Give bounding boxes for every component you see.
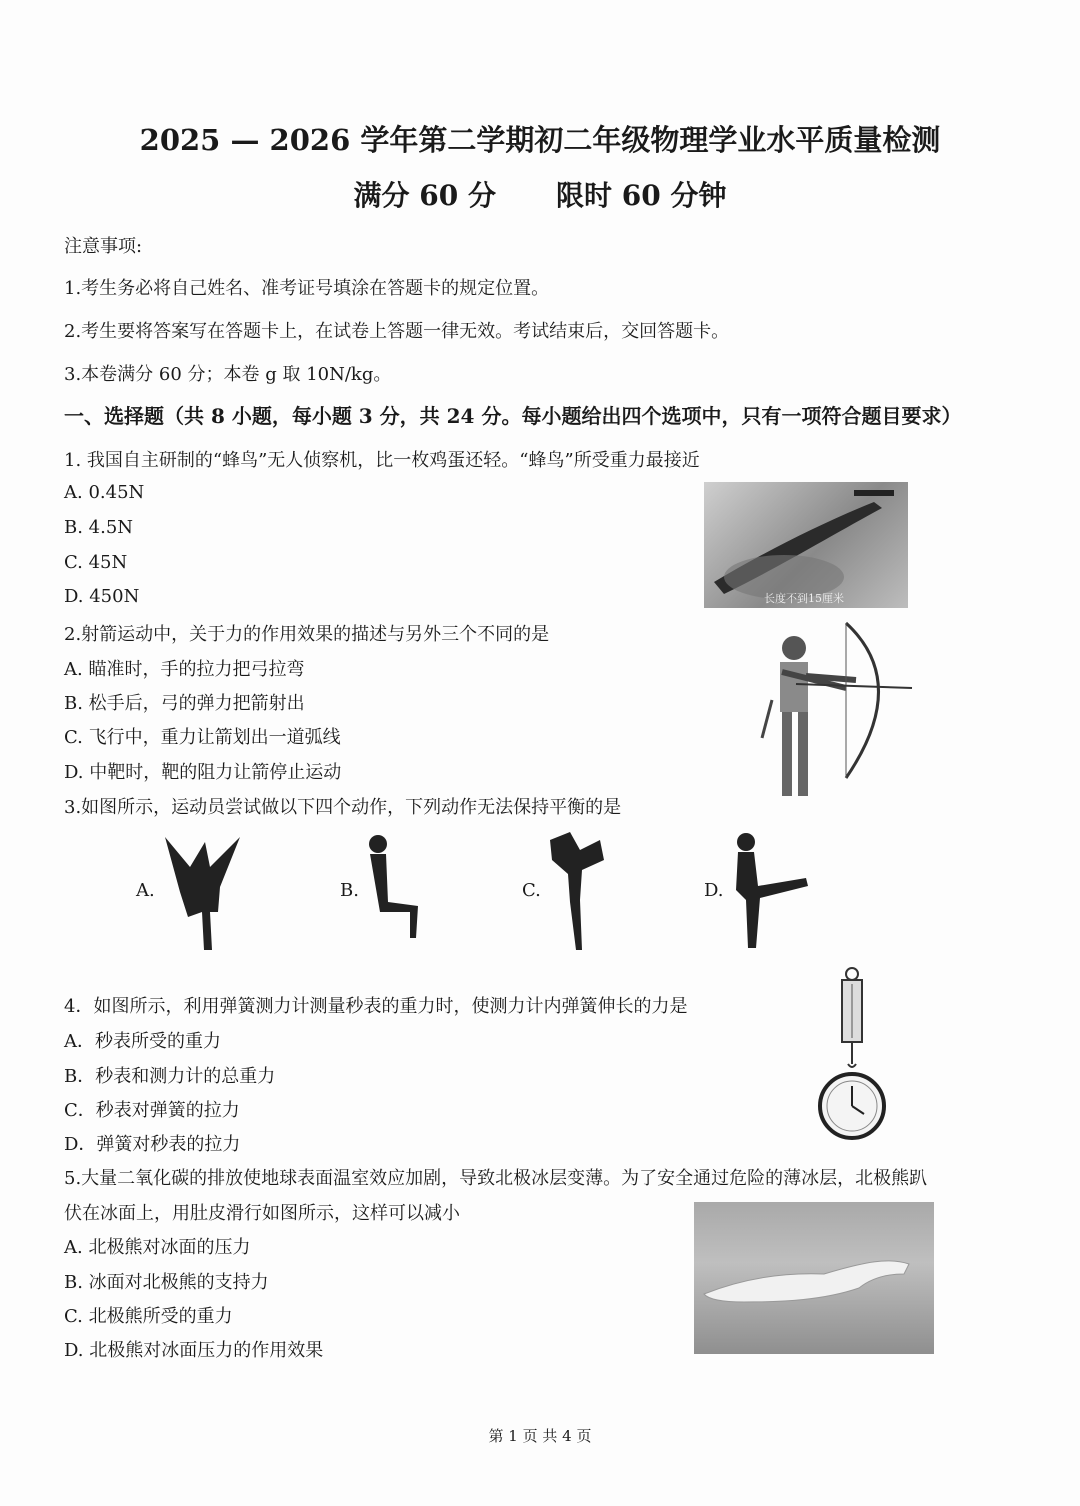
question-stem: 5.大量二氧化碳的排放使地球表面温室效应加剧，导致北极冰层变薄。为了安全通过危险的薄冰层，北极熊趴 [64, 1168, 928, 1189]
drone-photo [704, 482, 908, 608]
question-stem: 4．如图所示，利用弹簧测力计测量秒表的重力时，使测力计内弹簧伸长的力是 [64, 996, 688, 1017]
option: C. 45N [64, 552, 128, 573]
archer-figure [736, 618, 916, 804]
polar-bear-photo [694, 1202, 934, 1354]
pose-a-silhouette [160, 832, 250, 952]
option: B．秒表和测力计的总重力 [64, 1066, 276, 1087]
option: B. 冰面对北极熊的支持力 [64, 1272, 269, 1293]
figure-label: B. [340, 880, 359, 901]
exam-subtitle [0, 174, 1080, 214]
option: D. 北极熊对冰面压力的作用效果 [64, 1340, 324, 1361]
polar-bear-icon [694, 1202, 934, 1354]
spring-scale-stopwatch [812, 966, 892, 1146]
option: B. 松手后，弓的弹力把箭射出 [64, 693, 305, 714]
option: D．弹簧对秒表的拉力 [64, 1134, 241, 1155]
notice-heading: 注意事项: [64, 236, 143, 257]
section-heading: 一、选择题（共 8 小题，每小题 3 分，共 24 分。每小题给出四个选项中，只有一项符合题目要求） [64, 404, 962, 428]
exam-title: 2025 — 2026 学年第二学期初二年级物理学业水平质量检测 [139, 123, 941, 157]
option: A. 北极熊对冰面的压力 [64, 1237, 251, 1258]
figure-label: A. [136, 880, 155, 901]
time-limit: 限时 60 分钟 [556, 179, 727, 212]
option: C. 北极熊所受的重力 [64, 1306, 233, 1327]
pose-d-silhouette [728, 830, 812, 950]
option: A. 0.45N [64, 482, 145, 503]
option: B. 4.5N [64, 517, 134, 538]
full-score: 满分 60 分 [353, 179, 496, 212]
figure-label: C. [522, 880, 541, 901]
option: C．秒表对弹簧的拉力 [64, 1100, 240, 1121]
option: D. 450N [64, 586, 140, 607]
question-stem: 伏在冰面上，用肚皮滑行如图所示，这样可以减小 [64, 1203, 460, 1224]
notice-item: 2.考生要将答案写在答题卡上，在试卷上答题一律无效。考试结束后，交回答题卡。 [64, 321, 730, 342]
pose-b-silhouette [360, 832, 430, 942]
notice-item: 1.考生务必将自己姓名、准考证号填涂在答题卡的规定位置。 [64, 278, 550, 299]
notice-item: 3.本卷满分 60 分；本卷 g 取 10N/kg。 [64, 364, 392, 385]
option: A. 瞄准时，手的拉力把弓拉弯 [64, 659, 305, 680]
photo-caption: 长度不到15厘米 [764, 592, 844, 605]
figure-label: D. [704, 880, 724, 901]
page-number: 第 1 页 共 4 页 [488, 1427, 592, 1445]
option: C. 飞行中，重力让箭划出一道弧线 [64, 727, 341, 748]
option: D. 中靶时，靶的阻力让箭停止运动 [64, 762, 342, 783]
archer-icon [736, 618, 916, 804]
question-stem: 1. 我国自主研制的“蜂鸟”无人侦察机，比一枚鸡蛋还轻。“蜂鸟”所受重力最接近 [64, 450, 700, 471]
question-stem: 2.射箭运动中，关于力的作用效果的描述与另外三个不同的是 [64, 624, 550, 645]
question-stem: 3.如图所示，运动员尝试做以下四个动作，下列动作无法保持平衡的是 [64, 797, 622, 818]
option: A．秒表所受的重力 [64, 1031, 221, 1052]
pose-c-silhouette [540, 830, 620, 952]
